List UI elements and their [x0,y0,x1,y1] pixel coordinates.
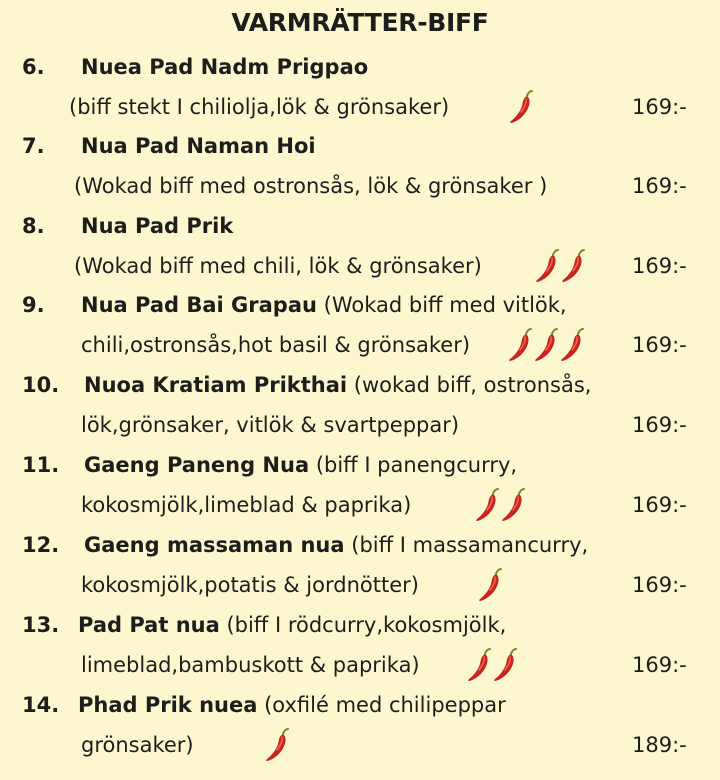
chili-rating [508,89,534,125]
item-number: 14. [22,693,60,717]
dish-description: (Wokad biff med chili, lök & grönsaker) [74,254,482,278]
item-number: 10. [22,373,60,397]
item-number: 11. [22,453,60,477]
dish-description: (biff I panengcurry, [315,453,518,477]
item-number: 7. [22,134,45,158]
menu-item-6-name-line [0,47,720,87]
dish-price: 169:- [632,95,687,119]
chili-pepper-icon [477,567,503,603]
chili-pepper-icon [533,327,559,363]
dish-name: Gaeng massaman nua [84,533,345,557]
dish-price: 169:- [632,174,687,198]
chili-pepper-icon [492,647,518,683]
dish-price: 169:- [632,573,687,597]
chili-pepper-icon [534,248,560,284]
chili-rating [264,727,290,763]
chili-pepper-icon [264,727,290,763]
item-number: 13. [22,613,60,637]
dish-price: 169:- [632,254,687,278]
chili-rating [507,327,585,363]
dish-description-cont: limeblad,bambuskott & paprika) [81,653,420,677]
chili-pepper-icon [474,487,500,523]
chili-pepper-icon [560,248,586,284]
dish-description-cont: kokosmjölk,potatis & jordnötter) [81,573,419,597]
chili-pepper-icon [500,487,526,523]
menu-item-14-name-line [0,685,720,725]
menu-item-11-name-line [0,445,720,485]
dish-description-cont: chili,ostronsås,hot basil & grönsaker) [81,333,471,357]
menu-section-title: VARMRÄTTER-BIFF [231,8,489,37]
menu-item-9-desc-line [0,325,720,365]
chili-rating [477,567,503,603]
dish-description-cont: grönsaker) [81,733,194,757]
menu-item-13-name-line [0,605,720,645]
chili-pepper-icon [507,327,533,363]
dish-name: Nuoa Kratiam Prikthai [84,373,348,397]
chili-rating [474,487,526,523]
menu-item-8-desc-line [0,246,720,286]
dish-name: Gaeng Paneng Nua [84,453,310,477]
menu-item-8-name-line [0,206,720,246]
dish-description: (biff I massamancurry, [351,533,589,557]
menu-item-10-desc-line [0,405,720,445]
chili-pepper-icon [508,89,534,125]
item-number: 12. [22,533,60,557]
dish-description: (oxfilé med chilipeppar [264,693,506,717]
menu-item-11-desc-line [0,485,720,525]
dish-price: 169:- [632,493,687,517]
menu-item-7-name-line [0,126,720,166]
dish-price: 169:- [632,653,687,677]
item-number: 8. [22,214,45,238]
menu-item-10-name-line [0,365,720,405]
menu-item-13-desc-line [0,645,720,685]
dish-name: Phad Prik nuea [78,693,258,717]
menu-item-14-desc-line [0,725,720,765]
menu-item-7-desc-line [0,166,720,206]
dish-description: (wokad biff, ostronsås, [353,373,592,397]
dish-description: (Wokad biff med vitlök, [323,293,567,317]
dish-description: (biff stekt I chiliolja,lök & grönsaker) [69,95,450,119]
dish-description-cont: lök,grönsaker, vitlök & svartpeppar) [81,413,460,437]
dish-price: 189:- [632,733,687,757]
dish-price: 169:- [632,333,687,357]
chili-pepper-icon [466,647,492,683]
dish-description-cont: kokosmjölk,limeblad & paprika) [81,493,412,517]
dish-name: Nuea Pad Nadm Prigpao [81,55,369,79]
dish-name: Nua Pad Prik [81,214,234,238]
menu-item-12-name-line [0,525,720,565]
dish-description: (Wokad biff med ostronsås, lök & grönsaker ) [74,174,548,198]
dish-name: Nua Pad Naman Hoi [81,134,316,158]
menu-item-6-desc-line [0,87,720,127]
item-number: 6. [22,55,45,79]
item-number: 9. [22,293,45,317]
menu-item-12-desc-line [0,565,720,605]
dish-name: Nua Pad Bai Grapau [81,293,317,317]
chili-pepper-icon [559,327,585,363]
dish-description: (biff I rödcurry,kokosmjölk, [226,613,507,637]
menu-item-9-name-line [0,285,720,325]
chili-rating [534,248,586,284]
dish-name: Pad Pat nua [78,613,220,637]
dish-price: 169:- [632,413,687,437]
chili-rating [466,647,518,683]
